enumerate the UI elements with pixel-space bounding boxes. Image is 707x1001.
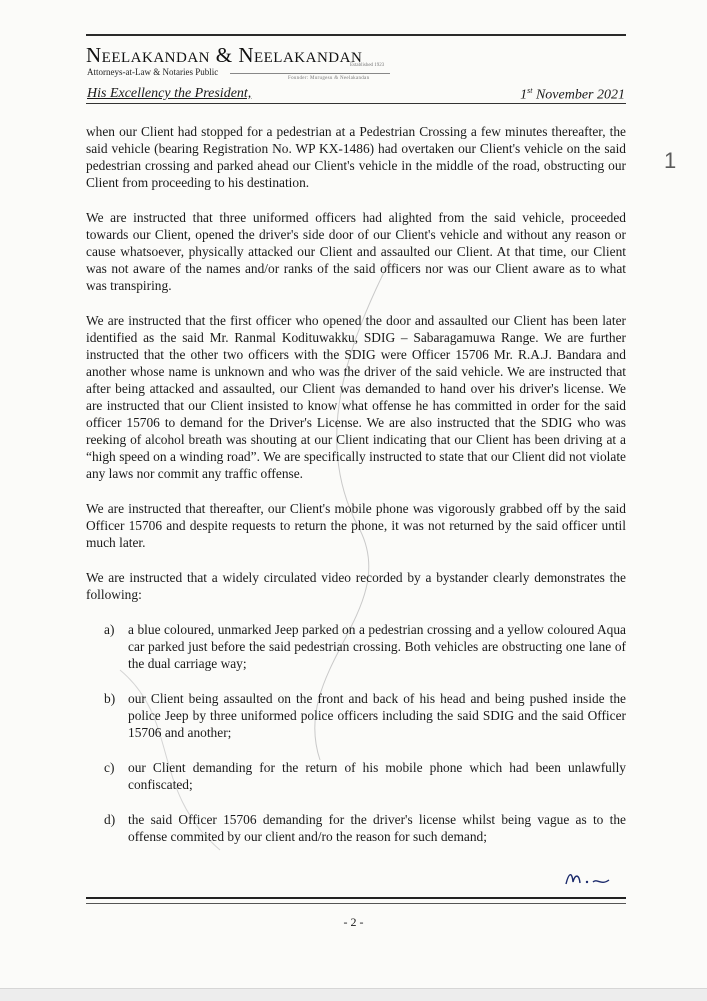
tagline-rule <box>230 73 390 74</box>
letter-date: 1st November 2021 <box>520 86 625 103</box>
paragraph: We are instructed that three uniformed officers had alighted from the said vehicle, proceeded towards our Client, opened the driver's side door of our Client's vehicle and without any reason or cause whatsoever, physically attacked our Client and assaulted our Client. At that time, our Client was not aware of the names and/or ranks of the said officers nor was our Client aware as to what was transpiring. <box>86 210 626 293</box>
list-item <box>86 690 626 741</box>
list-text: the said Officer 15706 demanding for the driver's license whilst being vague as to the offense commited by our client and/ro the reason for such demand; <box>128 812 626 844</box>
letter-body <box>86 123 626 863</box>
margin-page-marker: 1 <box>664 148 677 173</box>
paragraph: when our Client had stopped for a pedestrian at a Pedestrian Crossing a few minutes thereafter, the said vehicle (bearing Registration No. WP KX-1486) had overtaken our Client's vehicle on the said pedestrian crossing and parked ahead our Client's vehicle in the middle of the road, obstructing our Client from proceeding to his destination. <box>86 124 626 190</box>
next-page-edge <box>0 988 707 1001</box>
list-label: d) <box>104 812 116 827</box>
evidence-list <box>86 621 626 845</box>
header-top-rule <box>86 34 626 36</box>
list-text: our Client being assaulted on the front and back of his head and being pushed inside the police Jeep by three uniformed police officers including the said SDIG and the said Officer 15706 and another; <box>128 691 626 740</box>
firm-tagline: Attorneys-at-Law & Notaries Public <box>87 67 219 77</box>
list-item <box>86 759 626 793</box>
partners-note: Founder: Murugesu & Neelakandan <box>288 76 370 81</box>
paragraph: We are instructed that thereafter, our Client's mobile phone was vigorously grabbed off by the said Officer 15706 and despite requests to return the phone, it was not returned by the said officer until much later. <box>86 501 626 550</box>
header-bottom-rule <box>86 103 626 104</box>
list-item <box>86 621 626 672</box>
page-number: - 2 - <box>343 915 364 929</box>
list-label: b) <box>104 691 116 706</box>
list-text: our Client demanding for the return of his mobile phone which had been unlawfully confiscated; <box>128 760 626 792</box>
paragraph: We are instructed that a widely circulated video recorded by a bystander clearly demonstrates the following: <box>86 570 626 602</box>
list-item <box>86 811 626 845</box>
list-label: a) <box>104 622 115 637</box>
paragraph: We are instructed that the first officer who opened the door and assaulted our Client has been later identified as the said Mr. Ranmal Kodituwakku, SDIG – Sabaragamuwa Range. We are further instructed that the other two officers with the SDIG were Officer 15706 Mr. R.A.J. Bandara and another whose name is unknown and who was the driver of the said vehicle. We are instructed that after being attacked and assaulted, our Client was demanded to hand over his driver's license. We are instructed that our Client insisted to know what offense he has committed in order for the said officer 15706 to demand for the Driver's License. We are also instructed that the SDIG who was reeking of alcohol breath was shouting at our Client indicating that our Client has been driving at a “high speed on a winding road”. We are specifically instructed to state that our Client did not violate any laws nor commit any traffic offense. <box>86 313 626 481</box>
firm-name: Neelakandan & Neelakandan <box>86 43 363 67</box>
list-label: c) <box>104 760 115 775</box>
list-text: a blue coloured, unmarked Jeep parked on a pedestrian crossing and a yellow coloured Aqua car parked just before the said pedestrian crossing. Both vehicles are obstructing one lane of the dual carriage way; <box>128 622 626 671</box>
addressee: His Excellency the President, <box>87 86 252 101</box>
initials-signature <box>563 868 613 892</box>
footer-rule-thin <box>86 903 626 904</box>
established-note: Established 1923 <box>350 63 385 68</box>
footer-rule-thick <box>86 897 626 899</box>
